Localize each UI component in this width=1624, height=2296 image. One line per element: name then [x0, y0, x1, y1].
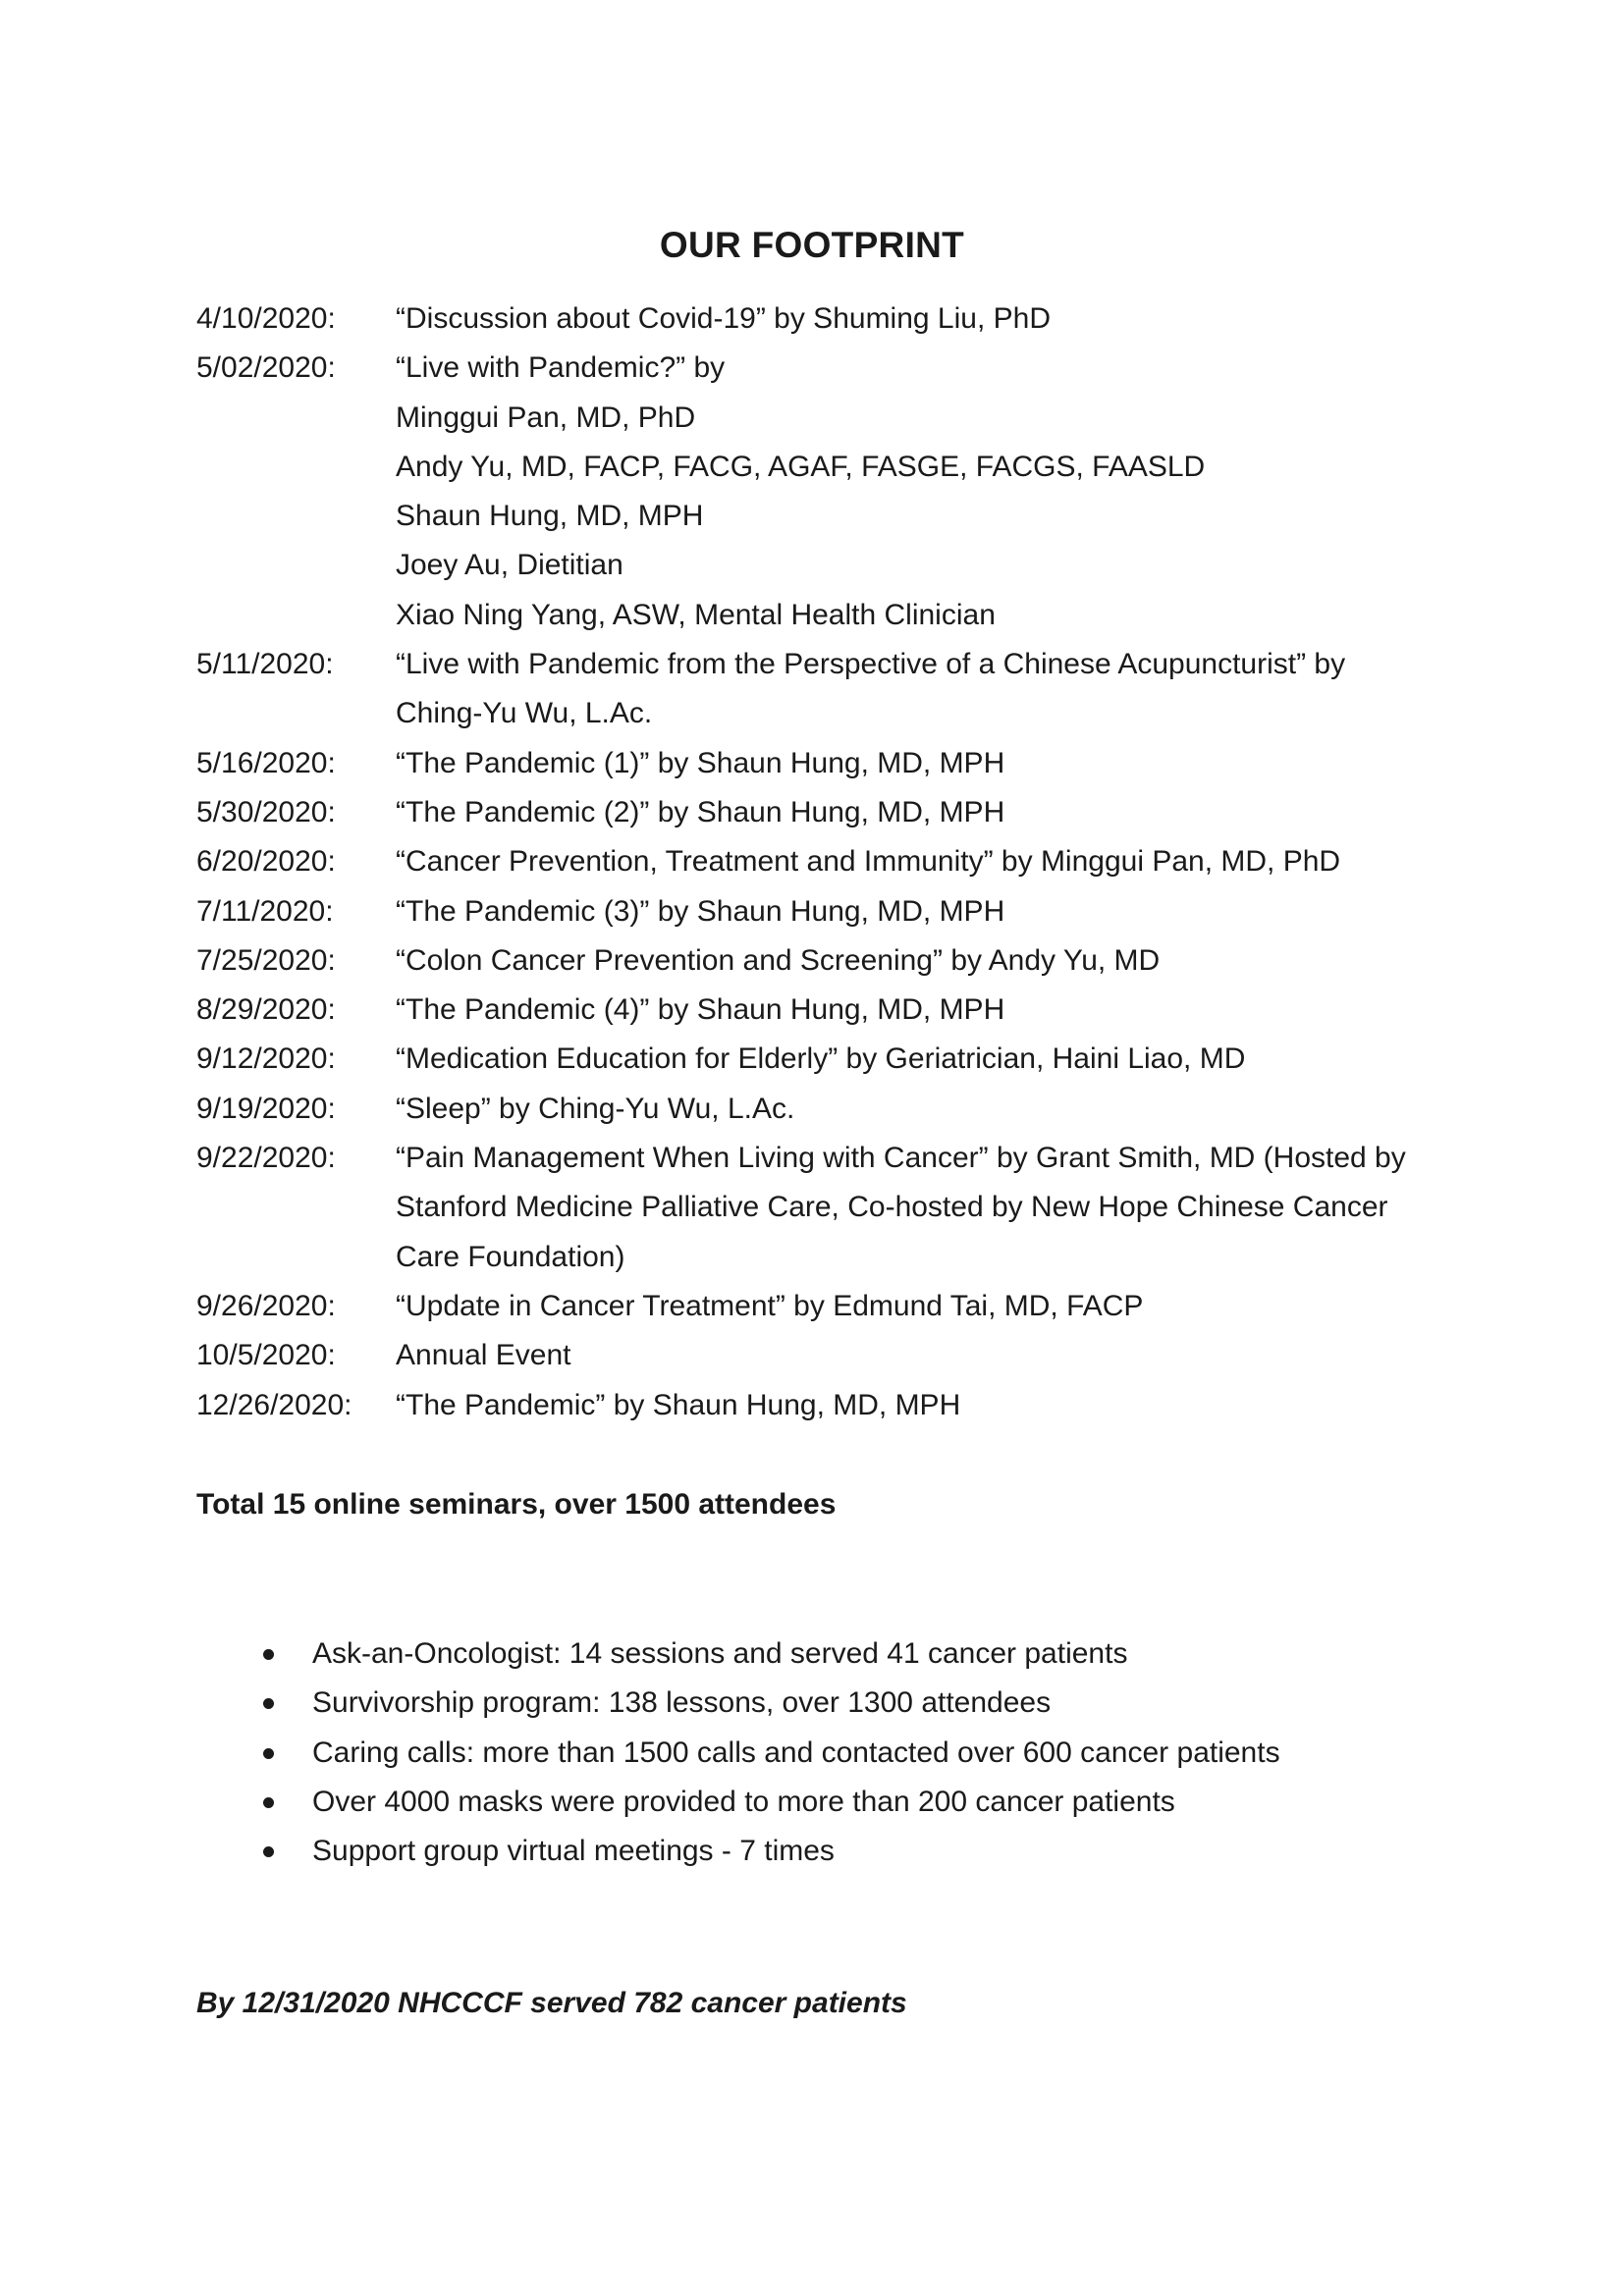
schedule-date: 9/26/2020:: [196, 1289, 336, 1322]
schedule-description: [396, 837, 1473, 886]
schedule-line: “The Pandemic (4)” by Shaun Hung, MD, MPH: [396, 993, 1005, 1027]
schedule-line: “Live with Pandemic from the Perspective of a Chinese Acupuncturist” by: [396, 648, 1346, 681]
schedule-description: [396, 1085, 1473, 1134]
schedule-line: “The Pandemic (1)” by Shaun Hung, MD, MPH: [396, 746, 1005, 779]
schedule-date: 7/11/2020:: [196, 894, 334, 928]
schedule-date: 5/11/2020:: [196, 648, 334, 681]
highlight-text: Caring calls: more than 1500 calls and contacted over 600 cancer patients: [312, 1735, 1280, 1769]
schedule-description: [396, 1035, 1473, 1084]
schedule-line: Annual Event: [396, 1339, 571, 1372]
schedule-line: “Sleep” by Ching-Yu Wu, L.Ac.: [396, 1092, 795, 1125]
highlight-text: Survivorship program: 138 lessons, over 1300 attendees: [312, 1686, 1052, 1720]
schedule-entry: [196, 1331, 1473, 1380]
schedule-entry: [196, 640, 1473, 739]
schedule-entry: [196, 1035, 1473, 1084]
schedule-entry: [196, 1085, 1473, 1134]
schedule-line: “The Pandemic (3)” by Shaun Hung, MD, MPH: [396, 894, 1005, 928]
schedule-line: Care Foundation): [396, 1240, 625, 1273]
bullet-icon: [263, 1748, 274, 1759]
schedule-description: [396, 887, 1473, 936]
closing-statement: By 12/31/2020 NHCCCF served 782 cancer patients: [196, 1987, 907, 2019]
schedule-entry: [196, 1381, 1473, 1430]
schedule-description: [396, 640, 1473, 739]
schedule-date: 8/29/2020:: [196, 993, 336, 1027]
highlight-item: [0, 1679, 1624, 1728]
schedule-entry: [196, 1282, 1473, 1331]
bullet-icon: [263, 1797, 274, 1808]
schedule-line: Stanford Medicine Palliative Care, Co-hosted by New Hope Chinese Cancer: [396, 1191, 1388, 1224]
schedule-line: “The Pandemic” by Shaun Hung, MD, MPH: [396, 1388, 961, 1421]
schedule-date: 9/19/2020:: [196, 1092, 336, 1125]
highlight-item: [0, 1827, 1624, 1876]
schedule-date: 5/30/2020:: [196, 795, 336, 828]
seminar-schedule: [196, 294, 1473, 1430]
schedule-description: [396, 986, 1473, 1035]
page-title: OUR FOOTPRINT: [659, 225, 965, 265]
schedule-line: “Discussion about Covid-19” by Shuming Liu, PhD: [396, 302, 1051, 335]
schedule-line: “Pain Management When Living with Cancer” by Grant Smith, MD (Hosted by: [396, 1142, 1406, 1175]
schedule-line: “The Pandemic (2)” by Shaun Hung, MD, MPH: [396, 795, 1005, 828]
schedule-date: 4/10/2020:: [196, 302, 336, 335]
schedule-date: 6/20/2020:: [196, 845, 336, 879]
schedule-description: [396, 344, 1473, 640]
highlight-text: Ask-an-Oncologist: 14 sessions and served 41 cancer patients: [312, 1637, 1128, 1670]
highlight-item: [0, 1729, 1624, 1778]
schedule-description: [396, 739, 1473, 788]
schedule-date: 5/16/2020:: [196, 746, 336, 779]
schedule-line: “Colon Cancer Prevention and Screening” by Andy Yu, MD: [396, 943, 1161, 977]
schedule-description: [396, 788, 1473, 837]
highlight-item: [0, 1629, 1624, 1679]
schedule-description: [396, 1331, 1473, 1380]
schedule-date: 7/25/2020:: [196, 943, 336, 977]
schedule-line: Ching-Yu Wu, L.Ac.: [396, 697, 653, 730]
schedule-description: [396, 1134, 1473, 1282]
schedule-date: 10/5/2020:: [196, 1339, 336, 1372]
schedule-line: “Update in Cancer Treatment” by Edmund Tai, MD, FACP: [396, 1289, 1144, 1322]
schedule-line: Xiao Ning Yang, ASW, Mental Health Clinician: [396, 598, 996, 631]
highlight-text: Support group virtual meetings - 7 times: [312, 1835, 835, 1868]
schedule-description: [396, 1282, 1473, 1331]
schedule-entry: [196, 936, 1473, 986]
highlight-item: [0, 1778, 1624, 1827]
schedule-entry: [196, 788, 1473, 837]
schedule-entry: [196, 344, 1473, 640]
schedule-line: Joey Au, Dietitian: [396, 549, 623, 582]
schedule-line: Minggui Pan, MD, PhD: [396, 400, 696, 434]
schedule-line: “Live with Pandemic?” by: [396, 351, 726, 385]
schedule-description: [396, 1381, 1473, 1430]
schedule-line: Shaun Hung, MD, MPH: [396, 500, 704, 533]
schedule-entry: [196, 1134, 1473, 1282]
schedule-date: 9/22/2020:: [196, 1142, 336, 1175]
bullet-icon: [263, 1649, 274, 1660]
schedule-date: 5/02/2020:: [196, 351, 336, 385]
seminar-total: Total 15 online seminars, over 1500 attendees: [196, 1488, 837, 1521]
schedule-entry: [196, 837, 1473, 886]
schedule-entry: [196, 986, 1473, 1035]
program-highlights-list: [0, 1629, 1624, 1876]
highlight-text: Over 4000 masks were provided to more than 200 cancer patients: [312, 1785, 1175, 1818]
schedule-line: “Cancer Prevention, Treatment and Immunity” by Minggui Pan, MD, PhD: [396, 845, 1341, 879]
bullet-icon: [263, 1698, 274, 1709]
schedule-date: 9/12/2020:: [196, 1042, 336, 1076]
schedule-entry: [196, 887, 1473, 936]
schedule-entry: [196, 739, 1473, 788]
schedule-line: “Medication Education for Elderly” by Geriatrician, Haini Liao, MD: [396, 1042, 1246, 1076]
schedule-description: [396, 936, 1473, 986]
schedule-line: Andy Yu, MD, FACP, FACG, AGAF, FASGE, FACGS, FAASLD: [396, 450, 1206, 483]
bullet-icon: [263, 1846, 274, 1857]
schedule-date: 12/26/2020:: [196, 1388, 352, 1421]
schedule-description: [396, 294, 1473, 344]
schedule-entry: [196, 294, 1473, 344]
